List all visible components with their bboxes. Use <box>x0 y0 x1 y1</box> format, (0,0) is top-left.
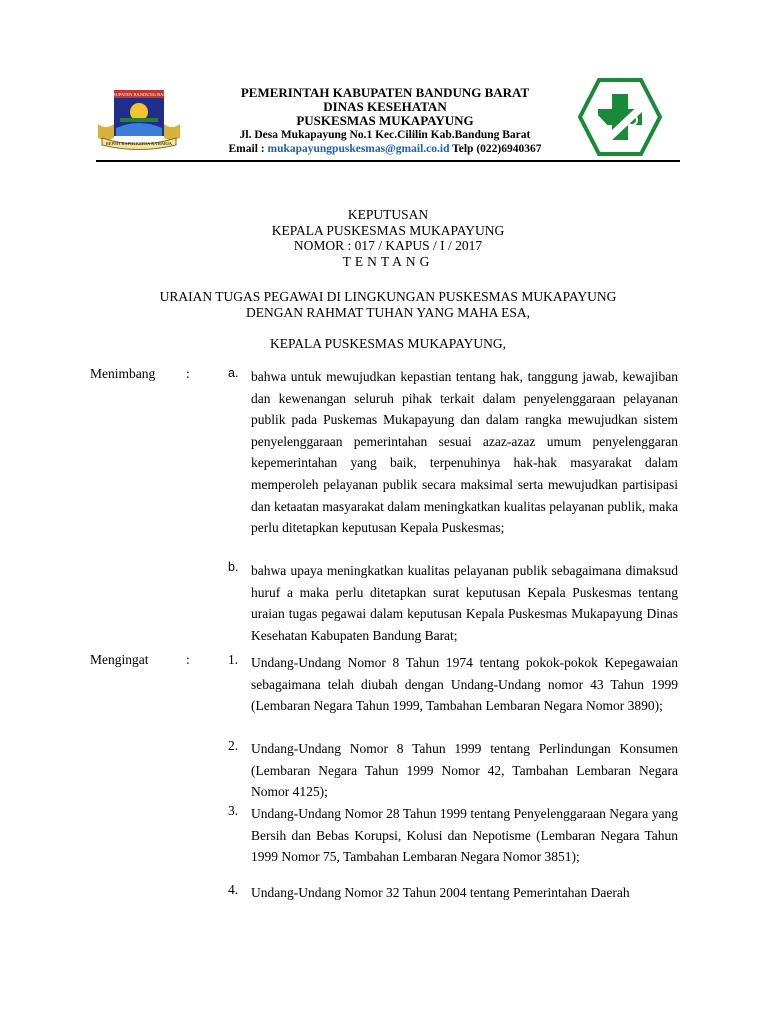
section-colon: : <box>186 652 190 667</box>
email-label: Email : <box>228 143 268 155</box>
list-marker: 4. <box>228 882 239 897</box>
svg-text:REPEH RAPIH KERTA RAHARJA: REPEH RAPIH KERTA RAHARJA <box>105 141 173 146</box>
puskesmas-name: PUSKESMAS MUKAPAYUNG <box>296 113 474 128</box>
list-item-text: Undang-Undang Nomor 8 Tahun 1974 tentang pokok-pokok Kepegawaian sebagaimana telah diubah dengan Undang-Undang nomor 43 Tahun 1999 (Lembaran Negara Tahun 1999, Tambahan Lembaran Negara Nomor 3890); <box>251 655 678 714</box>
list-marker: 1. <box>228 652 239 667</box>
decree-number: NOMOR : 017 / KAPUS / I / 2017 <box>293 238 483 253</box>
section-label: Mengingat <box>90 652 149 667</box>
list-item-text: Undang-Undang Nomor 28 Tahun 1999 tentang Penyelenggaraan Negara yang Bersih dan Bebas Korupsi, Kolusi dan Nepotisme (Lembaran Negara Tahun 1999 Nomor 75, Tambahan Lembaran Negara Nomor 3851); <box>251 806 678 865</box>
list-marker: 3. <box>228 803 239 818</box>
department-name: DINAS KESEHATAN <box>323 99 447 114</box>
list-item-text: Undang-Undang Nomor 32 Tahun 2004 tentang Pemerintahan Daerah <box>251 885 630 900</box>
decree-issuer: KEPALA PUSKESMAS MUKAPAYUNG <box>271 222 505 238</box>
kabupaten-bandung-barat-logo <box>94 88 184 152</box>
subject-line: URAIAN TUGAS PEGAWAI DI LINGKUNGAN PUSKESMAS MUKAPAYUNG <box>159 289 617 304</box>
address: Jl. Desa Mukapayung No.1 Kec.Cililin Kab.Bandung Barat <box>239 129 531 141</box>
government-name: PEMERINTAH KABUPATEN BANDUNG BARAT <box>240 85 530 100</box>
issuer-line: KEPALA PUSKESMAS MUKAPAYUNG, <box>270 336 506 351</box>
contact-line <box>200 142 570 156</box>
letterhead <box>0 78 768 158</box>
letterhead-rule <box>96 160 680 162</box>
phone-number: Telp (022)6940367 <box>449 143 542 155</box>
list-item-text: Undang-Undang Nomor 8 Tahun 1999 tentang Perlindungan Konsumen (Lembaran Negara Tahun 1999 Nomor 42, Tambahan Lembaran Negara Nomor 4125); <box>251 741 678 800</box>
list-item-text: bahwa upaya meningkatkan kualitas pelayanan publik sebagaimana dimaksud huruf a maka perlu ditetapkan surat keputusan Kepala Puskesmas tentang uraian tugas pegawai dalam keputusan Kepala Puskesmas Mukapayung Dinas Kesehatan Kabupaten Bandung Barat; <box>251 563 678 643</box>
puskesmas-logo <box>578 78 662 156</box>
decree-heading: KEPUTUSAN <box>347 207 429 222</box>
invocation-line: DENGAN RAHMAT TUHAN YANG MAHA ESA, <box>245 304 530 320</box>
decree-about: TENTANG <box>342 253 434 269</box>
decree-title <box>96 207 680 269</box>
list-marker: a. <box>228 366 239 380</box>
letterhead-text <box>200 86 570 156</box>
section-colon: : <box>186 366 190 381</box>
decree-subject <box>96 289 680 352</box>
list-marker: 2. <box>228 738 239 753</box>
list-item-text: bahwa untuk mewujudkan kepastian tentang hak, tanggung jawab, kewajiban dan kewenangan seluruh pihak terkait dalam penyelenggaraan pelayanan publik pada Puskemas Mukapayung dan dalam rangka mewujudkan sistem penyelenggaraan pemerintahan sesuai azaz-azaz umum penyelenggaran kepemerintahan yang baik, terpenuhinya hak-hak masyarakat dalam memperoleh pelayanan publik secara maksimal serta mewujudkan partisipasi dan ketaatan masyarakat dalam meningkatkan kualitas pelayanan publik, maka perlu ditetapkan keputusan Kepala Puskesmas; <box>251 369 678 536</box>
list-marker: b. <box>228 560 239 574</box>
email-link[interactable]: mukapayungpuskesmas@gmail.co.id <box>267 143 450 155</box>
svg-text:KABUPATEN BANDUNG BARAT: KABUPATEN BANDUNG BARAT <box>106 92 172 97</box>
section-label: Menimbang <box>90 366 156 381</box>
